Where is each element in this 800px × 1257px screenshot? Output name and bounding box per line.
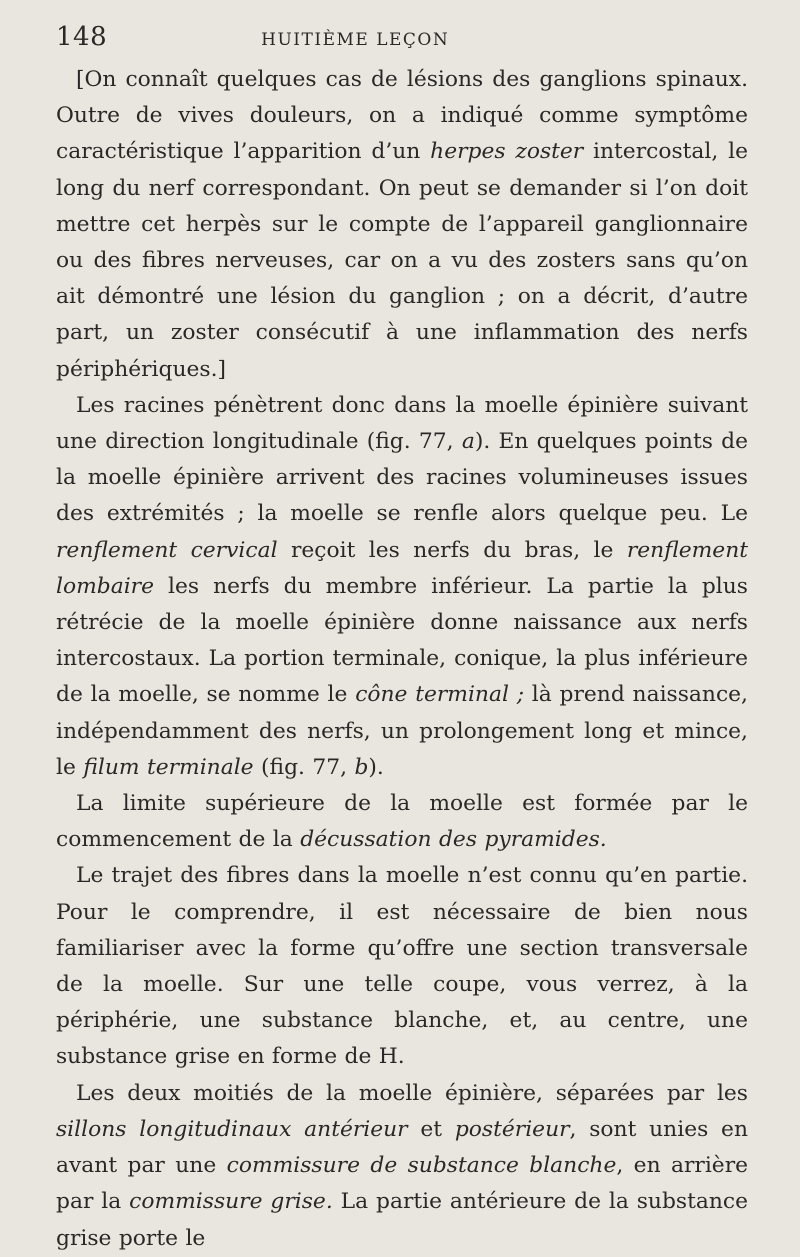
text-run: [On connaît quelques cas de lésions des ganglions spinaux. Outre de vives douleurs, on a indiqué comme symptôme caractéristique l’apparition d’un (56, 67, 748, 165)
italic-term: commissure de substance blanche (226, 1153, 617, 1179)
paragraph (56, 62, 748, 388)
running-head (56, 22, 748, 62)
text-run: Les deux moitiés de la moelle épinière, séparées par les (76, 1080, 748, 1106)
running-title: HUITIÈME LEÇON (261, 30, 450, 50)
text-run: Les racines pénètrent donc dans la moelle épinière suivant une direction longitudinale (fig. 77, (56, 392, 748, 455)
paragraph (56, 786, 748, 858)
italic-term: renflement cervical (56, 537, 278, 563)
italic-term: sillons longitudinaux antérieur (56, 1116, 408, 1142)
text-run: (fig. 77, (253, 754, 355, 780)
paragraph (56, 858, 748, 1075)
paragraph (56, 1076, 748, 1257)
italic-term: herpes zoster (430, 139, 584, 165)
text-run: les nerfs du membre inférieur. La partie la plus rétrécie de la moelle épinière donne naissance aux nerfs intercostaux. La portion terminale, conique, la plus inférieure de la moelle, se nomme le (56, 573, 748, 708)
body-text (56, 62, 748, 1257)
paragraph (56, 388, 748, 786)
text-run: et (407, 1116, 455, 1142)
italic-term: renflement lombaire (56, 537, 749, 599)
text-run: intercostal, le long du nerf correspondant. On peut se demander si l’on doit mettre cet herpès sur le compte de l’appareil ganglionnaire ou des fibres nerveuses, car on a vu des zosters sans qu’on ait démontré une lésion du ganglion ; on a décrit, d’autre part, un zoster consécutif à une inflammation des nerfs périphériques.] (56, 139, 748, 382)
italic-term: cône terminal ; (355, 682, 525, 708)
text-run: La limite supérieure de la moelle est formée par le commencement de la (56, 791, 748, 853)
italic-term: a (461, 429, 475, 455)
page-number: 148 (56, 22, 108, 52)
text-run: La partie antérieure de la substance grise porte le (56, 1189, 748, 1251)
italic-term: commissure grise. (129, 1189, 333, 1215)
text-run: , en arrière par la (56, 1153, 749, 1215)
text-run: , sont unies en avant par une (56, 1116, 748, 1179)
text-run: Le trajet des fibres dans la moelle n’est connu qu’en partie. Pour le comprendre, il est nécessaire de bien nous familiariser avec la forme qu’offre une section transversale de la moelle. Sur une telle coupe, vous verrez, à la périphérie, une substance blanche, et, au centre, une substance grise en forme de H. (56, 863, 748, 1070)
text-run: ). (368, 754, 384, 780)
italic-term: postérieur (454, 1116, 570, 1142)
text-run: ). En quelques points de la moelle épinière arrivent des racines volumineuses issues des extrémités ; la moelle se renfle alors quelque peu. Le (56, 429, 748, 527)
text-run: là prend naissance, indépendamment des nerfs, un prolongement long et mince, le (56, 682, 748, 780)
italic-term: décussation des pyramides. (300, 827, 607, 853)
text-run: reçoit les nerfs du bras, le (277, 537, 627, 563)
italic-term: filum terminale (83, 754, 254, 780)
italic-term: b (354, 754, 369, 780)
